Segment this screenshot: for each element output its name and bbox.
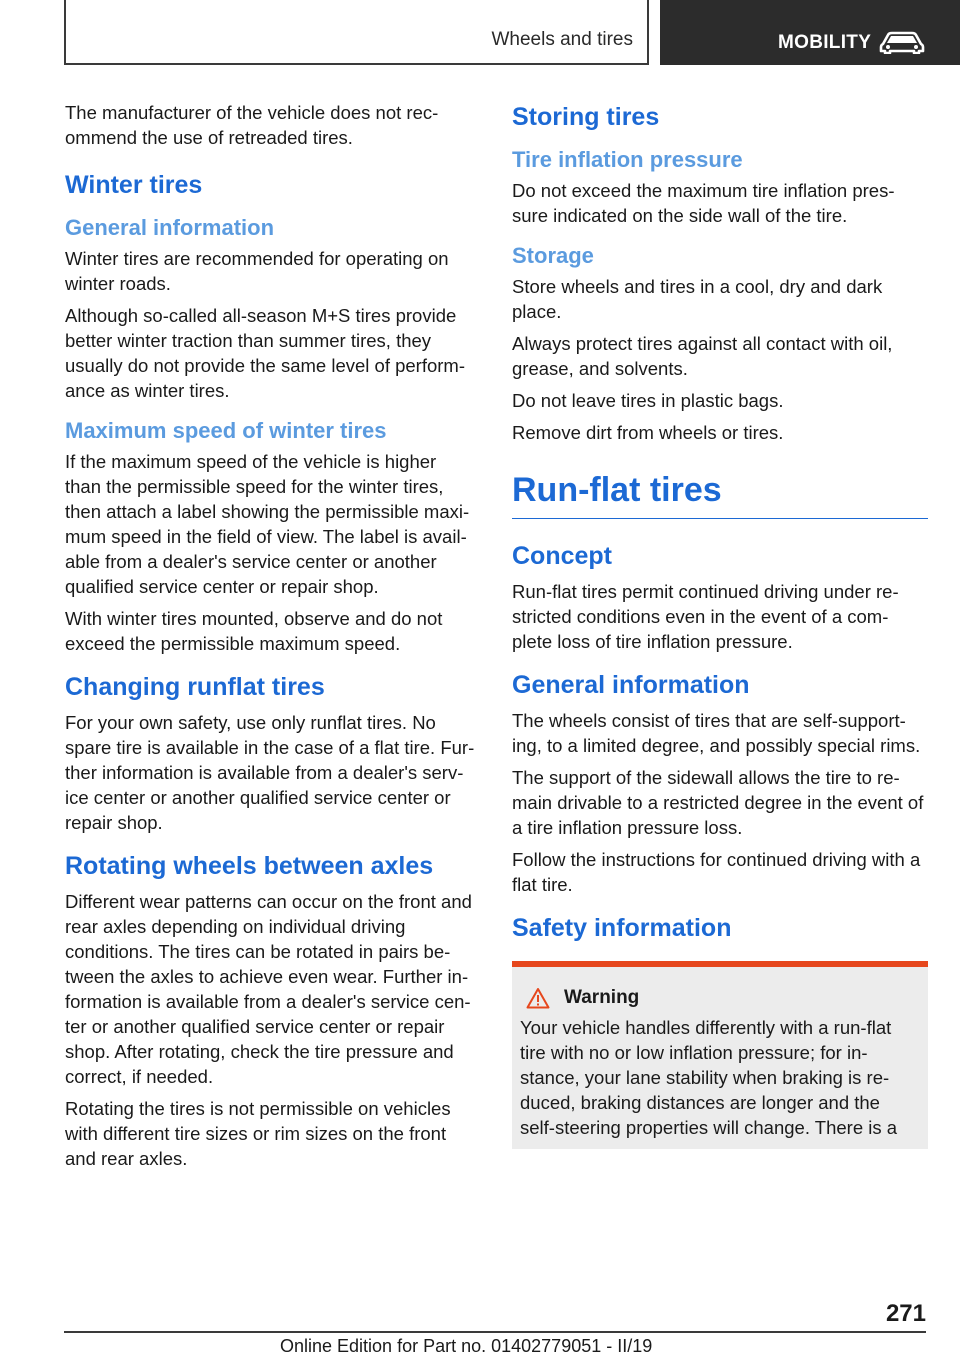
warning-triangle-icon [526, 987, 550, 1009]
max-speed-paragraph-1: If the maximum speed of the vehicle is higher than the permissible speed for the winter tires, then attach a label showing the permissible maxi-mum speed in the field of view. The label is avail-able from a dealer's service center or another qualified service center or repair shop. [65, 451, 470, 597]
pressure-paragraph: Do not exceed the maximum tire inflation pres-sure indicated on the side wall of the tire. [512, 180, 895, 226]
storage-paragraph-4: Remove dirt from wheels or tires. [512, 422, 784, 443]
run-flat-general-paragraph-3: Follow the instructions for continued driving with a flat tire. [512, 849, 921, 895]
max-speed-heading: Maximum speed of winter tires [65, 418, 387, 443]
warning-title-row [520, 987, 920, 1009]
storage-heading: Storage [512, 243, 594, 268]
rotating-paragraph-2: Rotating the tires is not permissible on vehicles with different tire sizes or rim sizes on the front and rear axles. [65, 1098, 451, 1169]
warning-label: Warning [564, 987, 640, 1008]
general-info-heading: General information [65, 215, 275, 240]
storage-paragraph-2: Always protect tires against all contact with oil, grease, and solvents. [512, 333, 893, 379]
changing-paragraph: For your own safety, use only runflat tires. No spare tire is available in the case of a flat tire. Fur-ther information is available from a dealer's serv-ice center or another qualified service center or repair shop. [65, 712, 475, 833]
header-section-box [660, 0, 960, 65]
run-flat-general-paragraph-2: The support of the sidewall allows the tire to re-main drivable to a restricted degree in the event of a tire inflation pressure loss. [512, 767, 924, 838]
warning-text: Your vehicle handles differently with a run-flat tire with no or low inflation pressure; for in-stance, your lane stability when braking is re-duced, braking distances are longer and the self-steering properties will change. There is a [520, 1017, 898, 1138]
inflation-pressure-heading: Tire inflation pressure [512, 147, 743, 172]
left-column [65, 100, 477, 1178]
header-chapter-box [64, 0, 649, 65]
storage-paragraph-1: Store wheels and tires in a cool, dry and dark place. [512, 276, 883, 322]
rotating-paragraph-1: Different wear patterns can occur on the front and rear axles depending on individual driving conditions. The tires can be rotated in pairs be-tween the axles to achieve even wear. Further in-formation is available from a dealer's service cen-ter or another qualified service center or repair shop. After rotating, check the tire pressure and correct, if needed. [65, 891, 472, 1087]
car-icon [879, 30, 925, 54]
intro-paragraph: The manufacturer of the vehicle does not rec-ommend the use of retreaded tires. [65, 102, 439, 148]
footer-edition-text: Online Edition for Part no. 01402779051 - II/19 [280, 1336, 653, 1356]
rotating-wheels-heading: Rotating wheels between axles [65, 852, 434, 880]
concept-heading: Concept [512, 542, 612, 570]
concept-paragraph: Run-flat tires permit continued driving under re-stricted conditions even in the event of a com-plete loss of tire inflation pressure. [512, 581, 899, 652]
run-flat-general-paragraph-1: The wheels consist of tires that are self-support-ing, to a limited degree, and possibly special rims. [512, 710, 921, 756]
changing-runflat-heading: Changing runflat tires [65, 673, 325, 701]
run-flat-general-heading: General information [512, 671, 750, 699]
safety-info-heading: Safety information [512, 914, 732, 942]
winter-tires-heading: Winter tires [65, 171, 203, 199]
footer-divider [64, 1331, 926, 1333]
run-flat-section-title: Run-flat tires [512, 471, 928, 519]
right-column [512, 100, 928, 1149]
page-number: 271 [885, 1300, 926, 1327]
header-chapter-title: Wheels and tires [491, 29, 633, 50]
general-paragraph-1: Winter tires are recommended for operating on winter roads. [65, 248, 449, 294]
warning-box [512, 961, 928, 1149]
general-paragraph-2: Although so-called all-season M+S tires provide better winter traction than summer tires, they usually do not provide the same level of perform-ance as winter tires. [65, 305, 466, 401]
storing-tires-heading: Storing tires [512, 103, 660, 131]
header-section-title: MOBILITY [778, 32, 872, 53]
storage-paragraph-3: Do not leave tires in plastic bags. [512, 390, 784, 411]
max-speed-paragraph-2: With winter tires mounted, observe and do not exceed the permissible maximum speed. [65, 608, 443, 654]
